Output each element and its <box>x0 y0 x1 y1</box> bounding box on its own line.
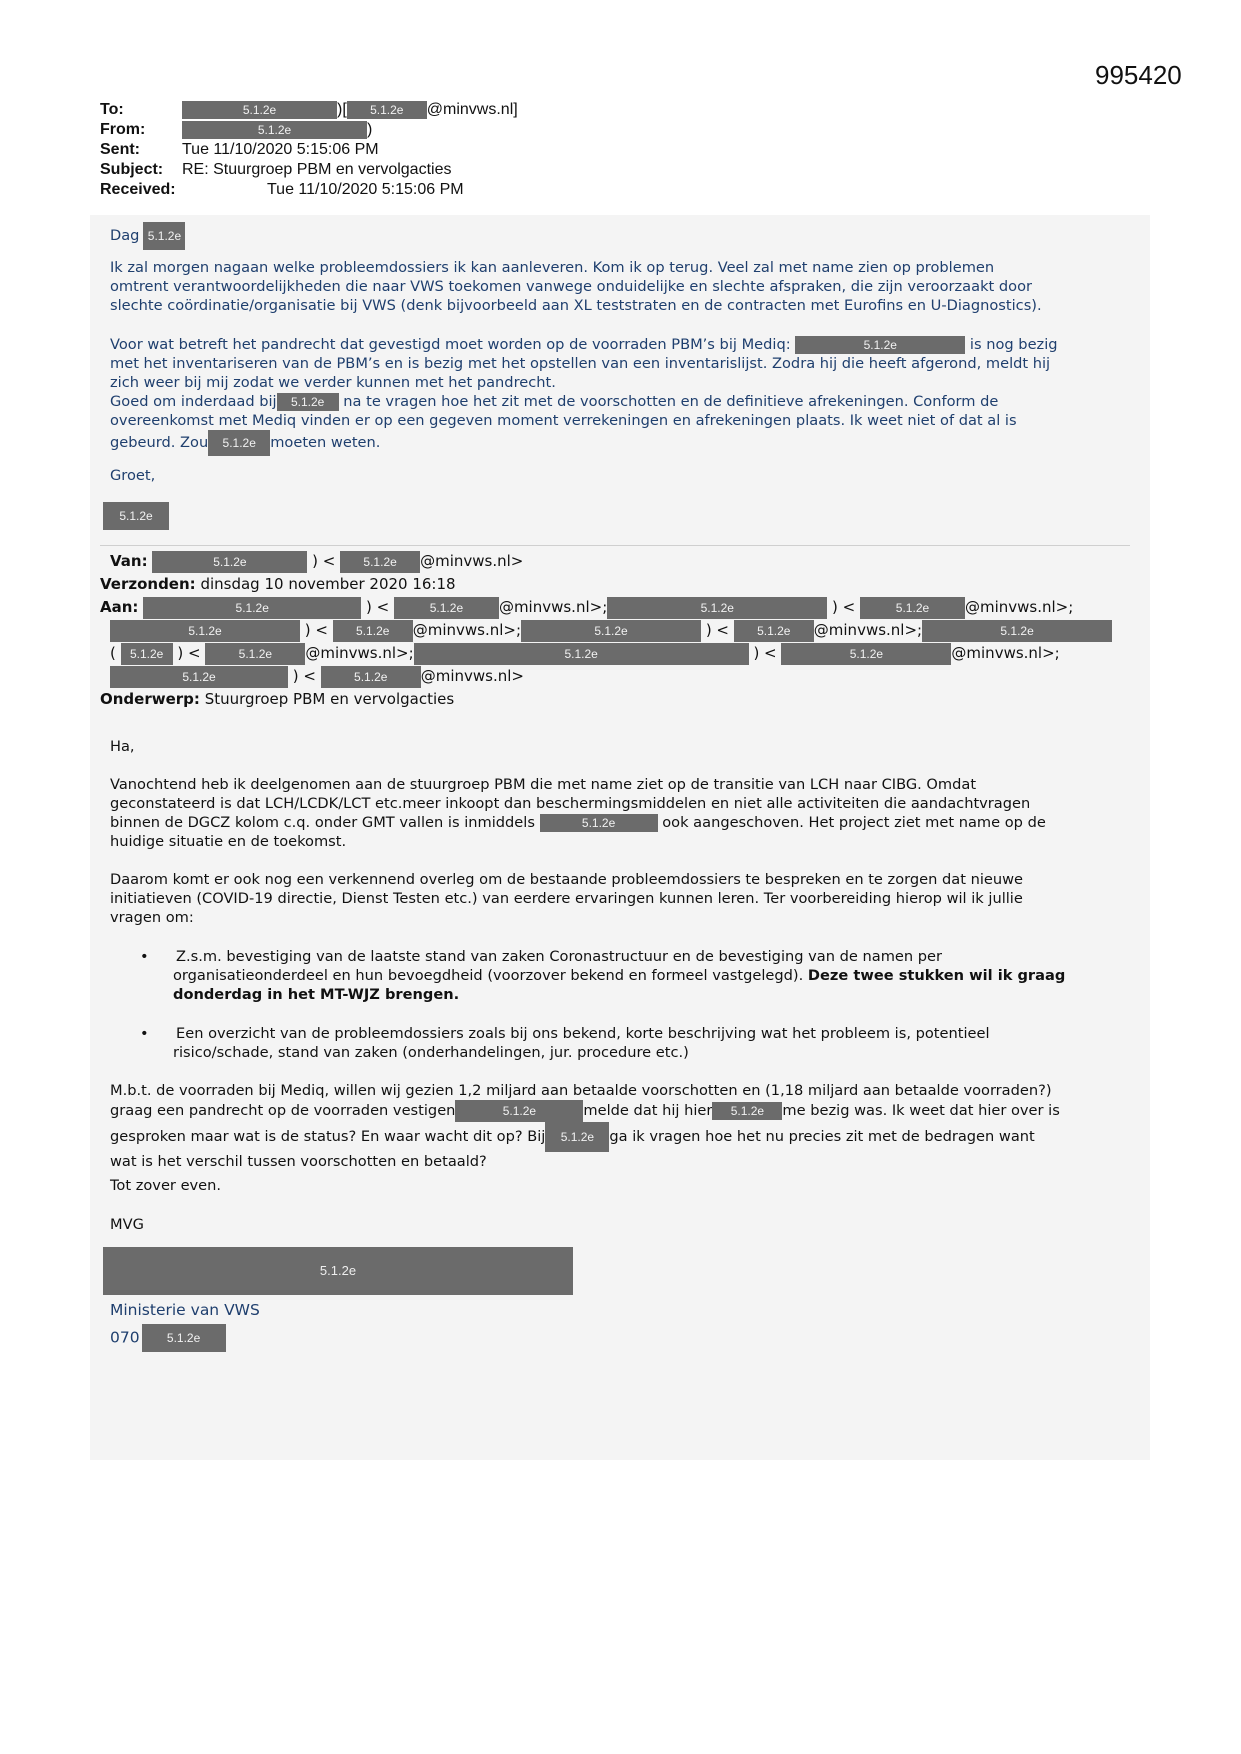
van-row: Van: 5.1.2e ) < 5.1.2e @minvws.nl> <box>110 550 523 573</box>
divider <box>100 545 1130 546</box>
reply-greeting: Dag 5.1.2e <box>110 222 185 250</box>
subject-label: Subject: <box>100 161 164 178</box>
redaction: 5.1.2e <box>182 101 337 119</box>
to-label: To: <box>100 101 124 118</box>
redaction: 5.1.2e <box>143 222 185 250</box>
redaction: 5.1.2e <box>103 502 169 530</box>
redaction: 5.1.2e <box>414 643 749 665</box>
reply-signature <box>103 502 169 530</box>
redaction: 5.1.2e <box>333 620 413 642</box>
original-paragraph-3: M.b.t. de voorraden bij Mediq, willen wij gezien 1,2 miljard aan betaalde voorschotten en (1,18 miljard aan betaalde voorraden?) graag een pandrecht op de voorraden vestigen 5.1.2e melde dat hij hier 5.1.2e me bezig was. Ik weet dat hier over is gesproken maar wat is de status? En waar wacht dit op? Bij 5.1.2e ga ik vragen hoe het nu precies zit met de bedragen want wat is het verschil tussen voorschotten en betaald? <box>110 1082 1060 1170</box>
email-header <box>100 100 518 200</box>
original-paragraph-1: Vanochtend heb ik deelgenomen aan de stuurgroep PBM die met name ziet op de transitie van LCH naar CIBG. Omdat geconstateerd is dat LCH/LCDK/LCT etc.meer inkoopt dan beschermingsmiddelen en niet alle activiteiten die aandachtvragen binnen de DGCZ kolom c.q. onder GMT vallen is inmiddels 5.1.2e ook aangeschoven. Het project ziet met name op de huidige situatie en de toekomst. <box>110 776 1046 850</box>
subject-row <box>100 160 518 180</box>
aan-row-3: ( 5.1.2e ) < 5.1.2e @minvws.nl>; 5.1.2e ) < 5.1.2e @minvws.nl>; <box>110 642 1060 665</box>
original-paragraph-2: Daarom komt er ook nog een verkennend overleg om de bestaande probleemdossiers te bespreken en te zorgen dat nieuwe initiatieven (COVID-19 directie, Dienst Testen etc.) van eerdere ervaringen kunnen leren. Ter voorbereiding hierop wil ik jullie vragen om: <box>110 871 1024 926</box>
verzonden-row: Verzonden: dinsdag 10 november 2020 16:18 <box>100 575 456 593</box>
onderwerp-row: Onderwerp: Stuurgroep PBM en vervolgacties <box>100 690 455 708</box>
redaction: 5.1.2e <box>540 814 658 832</box>
redaction: 5.1.2e <box>142 1324 226 1352</box>
redaction: 5.1.2e <box>143 597 361 619</box>
received-value: Tue 11/10/2020 5:15:06 PM <box>267 181 464 198</box>
redaction: 5.1.2e <box>347 101 427 119</box>
phone-number: 070 5.1.2e <box>110 1324 226 1352</box>
received-label: Received: <box>100 181 176 198</box>
document-number: 995420 <box>1095 60 1182 90</box>
redaction: 5.1.2e <box>922 620 1112 642</box>
bullet-icon: • <box>140 1025 149 1042</box>
redaction: 5.1.2e <box>607 597 827 619</box>
reply-paragraph-2: Voor wat betreft het pandrecht dat gevestigd moet worden op de voorraden PBM’s bij Mediq: 5.1.2e is nog bezig met het inventariseren van de PBM’s en is bezig met het opstellen van een inventarislijst. Zodra hij die heeft afgerond, meldt hij zich weer bij mij zodat we verder kunnen met het pandrecht. Goed om inderdaad bij 5.1.2e na te vragen hoe het zit met de voorschotten en de definitieve afrekeningen. Conform de overeenkomst met Mediq vinden er op een gegeven moment verrekeningen en afrekeningen plaats. Ik weet niet of dat al is gebeurd. Zou 5.1.2e moeten weten. <box>110 335 1058 456</box>
original-paragraph-4: Tot zover even. <box>110 1177 222 1194</box>
from-tail: ) <box>367 121 373 138</box>
from-label: From: <box>100 121 146 138</box>
redaction: 5.1.2e <box>110 620 300 642</box>
reply-closing: Groet, <box>110 467 156 484</box>
sent-value: Tue 11/10/2020 5:15:06 PM <box>182 141 379 158</box>
redaction: 5.1.2e <box>521 620 701 642</box>
redaction: 5.1.2e <box>394 597 499 619</box>
redaction: 5.1.2e <box>277 393 339 411</box>
redaction: 5.1.2e <box>781 643 951 665</box>
reply-paragraph-1: Ik zal morgen nagaan welke probleemdossiers ik kan aanleveren. Kom ik op terug. Veel zal met name zien op problemen omtrent verantwoordelijkheden die naar VWS toekomen vanwege onduidelijke en slechte afspraken, die zijn veroorzaakt door slechte coördinatie/organisatie bij VWS (denk bijvoorbeeld aan XL teststraten en de contracten met Eurofins en U-Diagnostics). <box>110 259 1042 314</box>
list-item: • Een overzicht van de probleemdossiers zoals bij ons bekend, korte beschrijving wat het probleem is, potentieel risico/schade, stand van zaken (onderhandelingen, jur. procedure etc.) <box>140 1025 990 1061</box>
original-greeting: Ha, <box>110 738 135 755</box>
from-row <box>100 120 518 140</box>
redaction: 5.1.2e <box>860 597 965 619</box>
bullet-list <box>140 947 1065 1062</box>
organisation-name: Ministerie van VWS <box>110 1301 260 1319</box>
received-row <box>100 180 518 200</box>
redaction: 5.1.2e <box>340 551 420 573</box>
redaction: 5.1.2e <box>208 430 270 456</box>
redaction: 5.1.2e <box>182 121 367 139</box>
redaction: 5.1.2e <box>734 620 814 642</box>
signature-redaction: 5.1.2e <box>103 1247 573 1295</box>
redaction: 5.1.2e <box>545 1122 609 1152</box>
original-closing: MVG <box>110 1216 144 1233</box>
sent-label: Sent: <box>100 141 140 158</box>
redaction: 5.1.2e <box>152 551 307 573</box>
to-email-tail: @minvws.nl] <box>426 101 518 118</box>
redaction: 5.1.2e <box>205 643 305 665</box>
subject-value: RE: Stuurgroep PBM en vervolgacties <box>182 161 452 178</box>
redaction: 5.1.2e <box>321 666 421 688</box>
aan-row-1: Aan: 5.1.2e ) < 5.1.2e @minvws.nl>; 5.1.2e ) < 5.1.2e @minvws.nl>; <box>100 596 1073 619</box>
redaction: 5.1.2e <box>455 1100 583 1122</box>
redaction: 5.1.2e <box>712 1102 782 1120</box>
aan-row-4: 5.1.2e ) < 5.1.2e @minvws.nl> <box>110 665 524 688</box>
redaction: 5.1.2e <box>121 643 173 665</box>
aan-row-2: 5.1.2e ) < 5.1.2e @minvws.nl>; 5.1.2e ) < 5.1.2e @minvws.nl>; 5.1.2e <box>110 619 1112 642</box>
redaction: 5.1.2e <box>795 336 965 354</box>
sent-row <box>100 140 518 160</box>
list-item: • Z.s.m. bevestiging van de laatste stand van zaken Coronastructuur en de bevestiging van de namen per organisatieonderdeel en hun bevoegdheid (voorzover bekend en formeel vastgelegd). Deze twee stukken wil ik graag donderdag in het MT-WJZ brengen. <box>140 948 1066 1003</box>
bullet-icon: • <box>140 948 149 965</box>
redaction: 5.1.2e <box>110 666 288 688</box>
to-row: To: 5.1.2e )[ 5.1.2e @minvws.nl] <box>100 101 518 118</box>
